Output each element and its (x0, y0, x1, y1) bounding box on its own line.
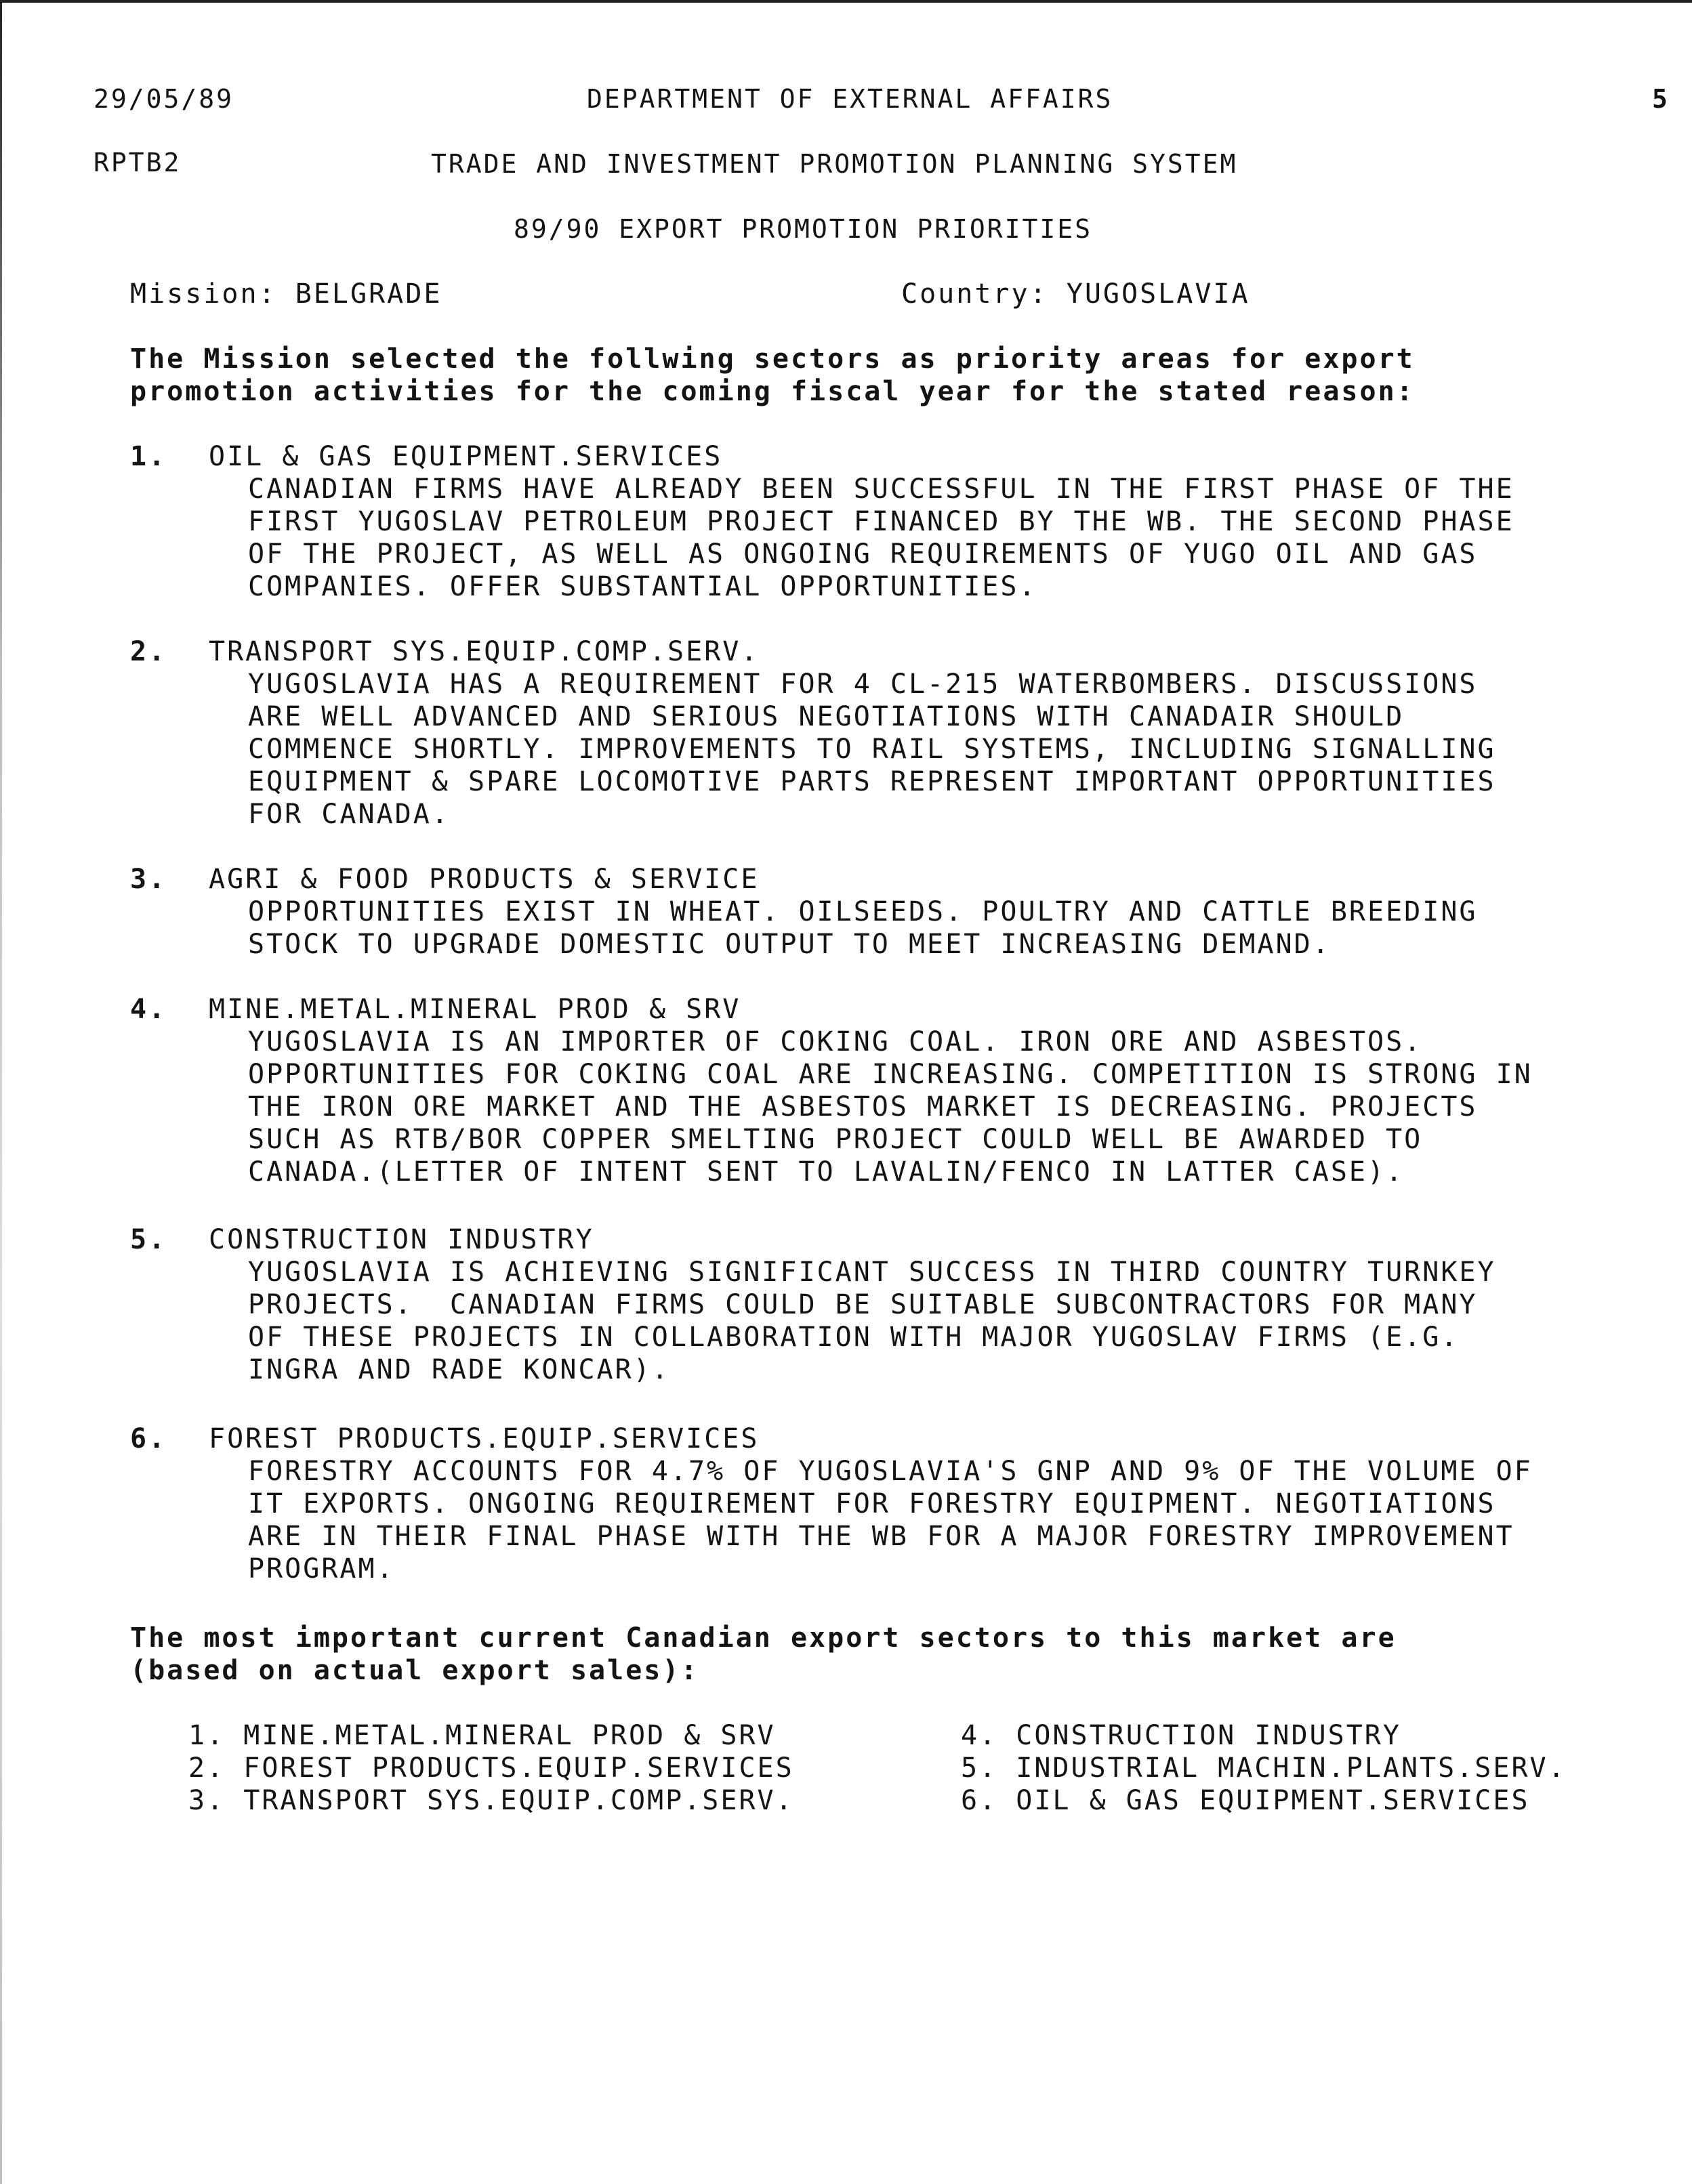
scan-edge-top (0, 0, 1692, 3)
priority-text-line: ARE WELL ADVANCED AND SERIOUS NEGOTIATIONS WITH CANADAIR SHOULD (248, 701, 1405, 732)
priority-text-line: ARE IN THEIR FINAL PHASE WITH THE WB FOR A MAJOR FORESTRY IMPROVEMENT (248, 1521, 1514, 1552)
priority-text-line: EQUIPMENT & SPARE LOCOMOTIVE PARTS REPRESENT IMPORTANT OPPORTUNITIES (248, 766, 1496, 797)
priority-text-line: FIRST YUGOSLAV PETROLEUM PROJECT FINANCED BY THE WB. THE SECOND PHASE (248, 506, 1514, 537)
priority-text-line: OF THE PROJECT, AS WELL AS ONGOING REQUIREMENTS OF YUGO OIL AND GAS (248, 539, 1478, 570)
priority-text-line: PROJECTS. CANADIAN FIRMS COULD BE SUITABLE SUBCONTRACTORS FOR MANY (248, 1289, 1478, 1320)
priority-title: MINE.METAL.MINERAL PROD & SRV (209, 994, 741, 1025)
priority-text-line: THE IRON ORE MARKET AND THE ASBESTOS MARKET IS DECREASING. PROJECTS (248, 1091, 1478, 1122)
priority-text-line: CANADA.(LETTER OF INTENT SENT TO LAVALIN/FENCO IN LATTER CASE). (248, 1156, 1405, 1188)
priority-text-line: OPPORTUNITIES EXIST IN WHEAT. OILSEEDS. POULTRY AND CATTLE BREEDING (248, 896, 1478, 927)
priority-text-line: CANADIAN FIRMS HAVE ALREADY BEEN SUCCESSFUL IN THE FIRST PHASE OF THE (248, 474, 1514, 505)
priority-text-line: YUGOSLAVIA HAS A REQUIREMENT FOR 4 CL-215 WATERBOMBERS. DISCUSSIONS (248, 669, 1478, 700)
priority-text-line: IT EXPORTS. ONGOING REQUIREMENT FOR FORESTRY EQUIPMENT. NEGOTIATIONS (248, 1488, 1496, 1519)
priority-number: 1. (130, 441, 167, 472)
priority-number: 6. (130, 1423, 167, 1454)
country-field: Country: YUGOSLAVIA (901, 278, 1250, 310)
report-code: RPTB2 (94, 148, 182, 177)
priority-title: CONSTRUCTION INDUSTRY (209, 1224, 594, 1255)
current-sector-item: 2. FOREST PRODUCTS.EQUIP.SERVICES (188, 1752, 794, 1784)
system-title: TRADE AND INVESTMENT PROMOTION PLANNING SYSTEM (431, 149, 1238, 179)
priority-title: FOREST PRODUCTS.EQUIP.SERVICES (209, 1423, 760, 1454)
priority-text-line: OPPORTUNITIES FOR COKING COAL ARE INCREASING. COMPETITION IS STRONG IN (248, 1059, 1533, 1090)
priority-text-line: FOR CANADA. (248, 799, 450, 830)
priority-number: 4. (130, 994, 167, 1025)
mission-field: Mission: BELGRADE (130, 278, 442, 310)
current-sector-item: 1. MINE.METAL.MINERAL PROD & SRV (188, 1720, 776, 1751)
scan-edge-left (0, 0, 2, 2184)
priority-text-line: STOCK TO UPGRADE DOMESTIC OUTPUT TO MEET INCREASING DEMAND. (248, 929, 1331, 960)
current-intro-line: The most important current Canadian export sectors to this market are (130, 1622, 1397, 1654)
current-sector-item: 5. INDUSTRIAL MACHIN.PLANTS.SERV. (961, 1752, 1567, 1784)
priority-title: AGRI & FOOD PRODUCTS & SERVICE (209, 864, 760, 895)
priorities-subtitle: 89/90 EXPORT PROMOTION PRIORITIES (514, 214, 1092, 244)
priority-text-line: YUGOSLAVIA IS AN IMPORTER OF COKING COAL. IRON ORE AND ASBESTOS. (248, 1026, 1423, 1057)
report-date: 29/05/89 (94, 84, 234, 114)
priority-text-line: OF THESE PROJECTS IN COLLABORATION WITH MAJOR YUGOSLAV FIRMS (E.G. (248, 1322, 1460, 1353)
priority-text-line: COMPANIES. OFFER SUBSTANTIAL OPPORTUNITIES. (248, 571, 1037, 602)
intro-line: The Mission selected the follwing sectors as priority areas for export (130, 343, 1415, 375)
priority-number: 2. (130, 636, 167, 667)
priority-text-line: YUGOSLAVIA IS ACHIEVING SIGNIFICANT SUCCESS IN THIRD COUNTRY TURNKEY (248, 1257, 1496, 1288)
priority-text-line: SUCH AS RTB/BOR COPPER SMELTING PROJECT COULD WELL BE AWARDED TO (248, 1124, 1423, 1155)
department-title: DEPARTMENT OF EXTERNAL AFFAIRS (587, 84, 1113, 114)
priority-text-line: PROGRAM. (248, 1553, 395, 1584)
priority-number: 5. (130, 1224, 167, 1255)
current-sector-item: 4. CONSTRUCTION INDUSTRY (961, 1720, 1401, 1751)
intro-line: promotion activities for the coming fiscal year for the stated reason: (130, 376, 1415, 407)
priority-text-line: COMMENCE SHORTLY. IMPROVEMENTS TO RAIL SYSTEMS, INCLUDING SIGNALLING (248, 734, 1496, 765)
current-sector-item: 6. OIL & GAS EQUIPMENT.SERVICES (961, 1785, 1530, 1816)
current-intro-line: (based on actual export sales): (130, 1655, 699, 1686)
page-number: 5 (1652, 84, 1670, 114)
priority-text-line: FORESTRY ACCOUNTS FOR 4.7% OF YUGOSLAVIA'S GNP AND 9% OF THE VOLUME OF (248, 1456, 1533, 1487)
priority-number: 3. (130, 864, 167, 895)
priority-text-line: INGRA AND RADE KONCAR). (248, 1354, 670, 1385)
priority-title: OIL & GAS EQUIPMENT.SERVICES (209, 441, 723, 472)
current-sector-item: 3. TRANSPORT SYS.EQUIP.COMP.SERV. (188, 1785, 794, 1816)
priority-title: TRANSPORT SYS.EQUIP.COMP.SERV. (209, 636, 760, 667)
